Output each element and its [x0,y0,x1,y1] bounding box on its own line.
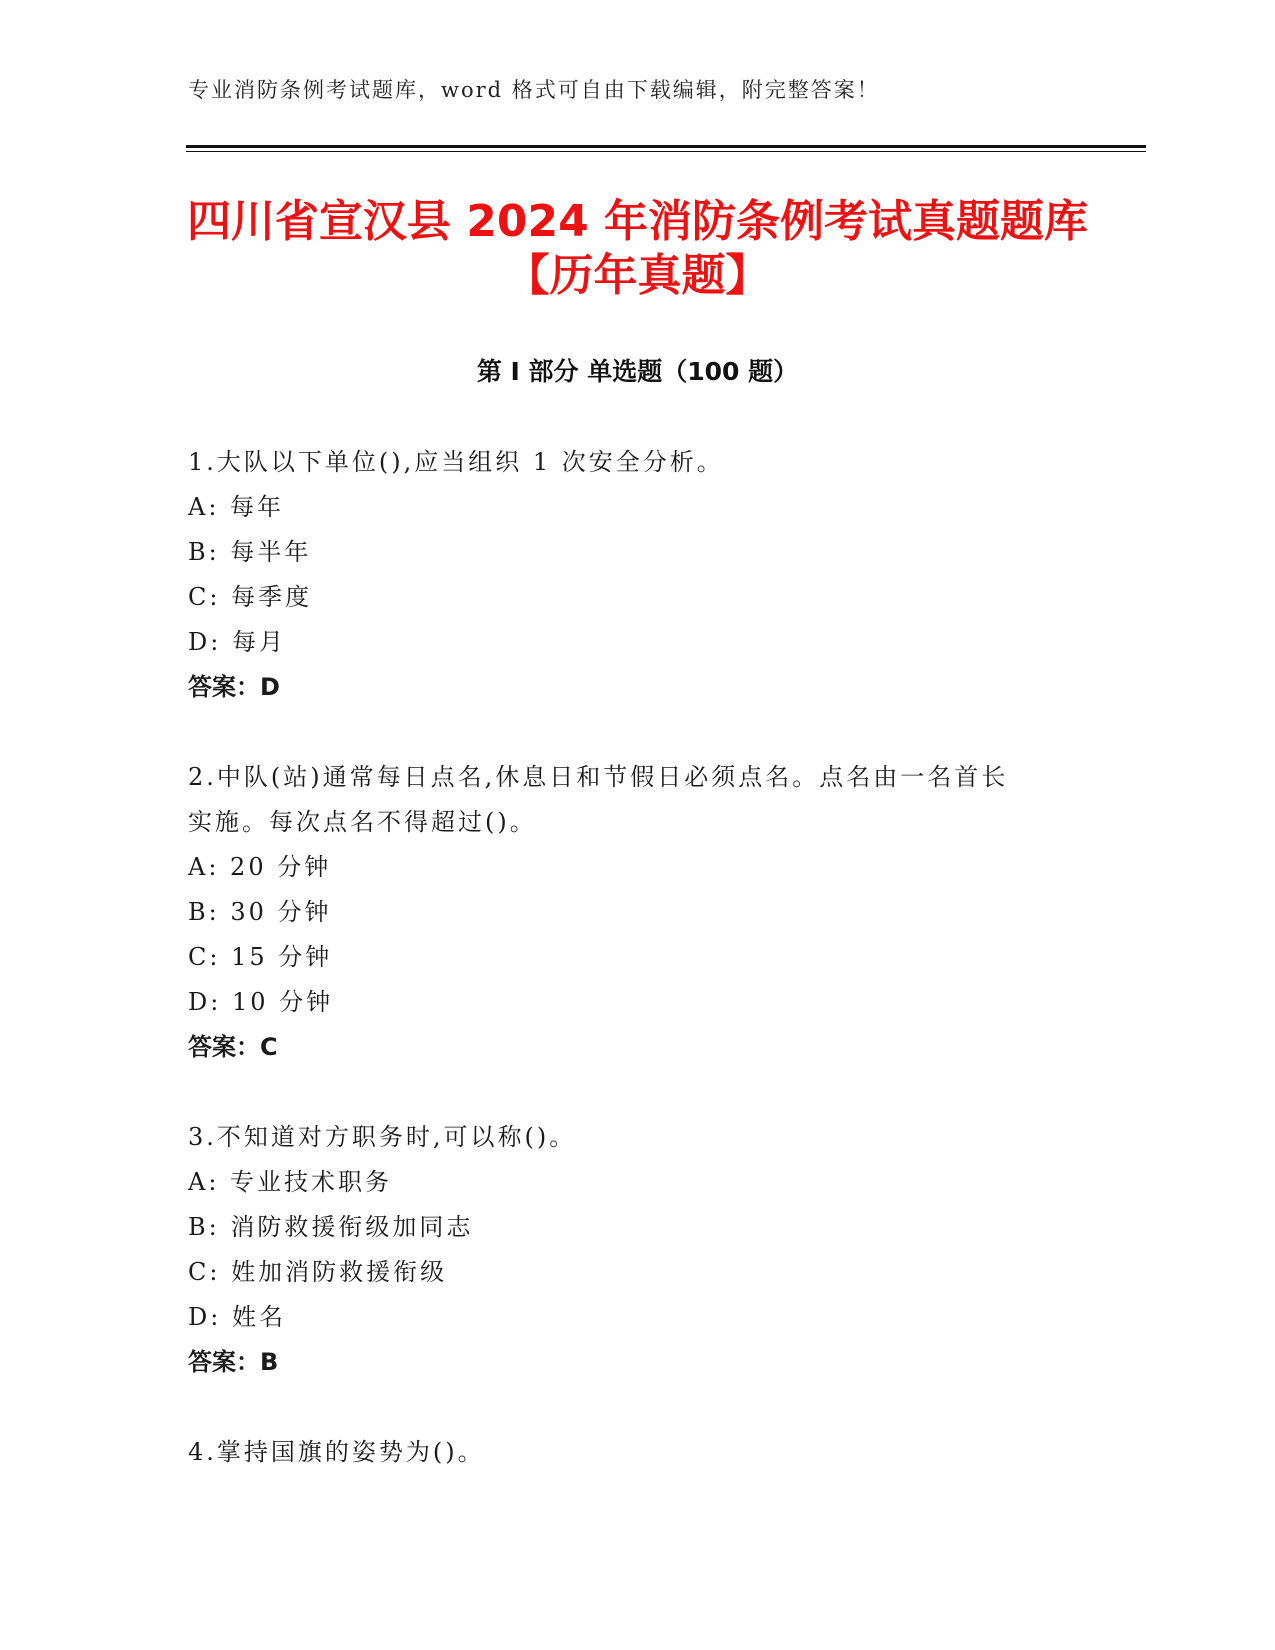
answer-option: B: 消防救援衔级加同志 [188,1213,474,1241]
question-stem: 2.中队(站)通常每日点名,休息日和节假日必须点名。点名由一名首长 [188,763,1009,791]
question-item [188,440,1088,710]
question-stem: 1.大队以下单位(),应当组织 1 次安全分析。 [188,448,724,476]
answer-option: C: 每季度 [188,583,313,611]
answer-option: D: 10 分钟 [188,988,334,1016]
answer-option: B: 30 分钟 [188,898,332,926]
header-rule-thick [186,145,1146,148]
question-stem: 4.掌持国旗的姿势为()。 [188,1438,485,1466]
section-heading: 第 I 部分 单选题（100 题） [476,357,799,386]
document-title-line-1: 四川省宣汉县 2024 年消防条例考试真题题库 [186,196,1089,247]
answer-key: 答案：D [188,673,280,701]
document-title [150,195,1125,303]
header-rule-thin [186,151,1146,152]
answer-option: C: 15 分钟 [188,943,333,971]
answer-key: 答案：B [188,1348,279,1376]
answer-key: 答案：C [188,1033,278,1061]
document-title-line-2: 【历年真题】 [505,250,770,301]
answer-option: A: 20 分钟 [188,853,332,881]
answer-option: A: 每年 [188,493,285,521]
answer-option: B: 每半年 [188,538,312,566]
question-item [188,1115,1088,1385]
answer-option: D: 姓名 [188,1303,286,1331]
answer-option: A: 专业技术职务 [188,1168,393,1196]
question-item [188,755,1088,1070]
answer-option: D: 每月 [188,628,286,656]
question-list [188,440,1088,1520]
question-item [188,1430,1088,1475]
question-stem: 3.不知道对方职务时,可以称()。 [188,1123,577,1151]
answer-option: C: 姓加消防救援衔级 [188,1258,448,1286]
question-stem: 实施。每次点名不得超过()。 [188,808,537,836]
header-note: 专业消防条例考试题库，word 格式可自由下载编辑，附完整答案！ [188,78,880,102]
